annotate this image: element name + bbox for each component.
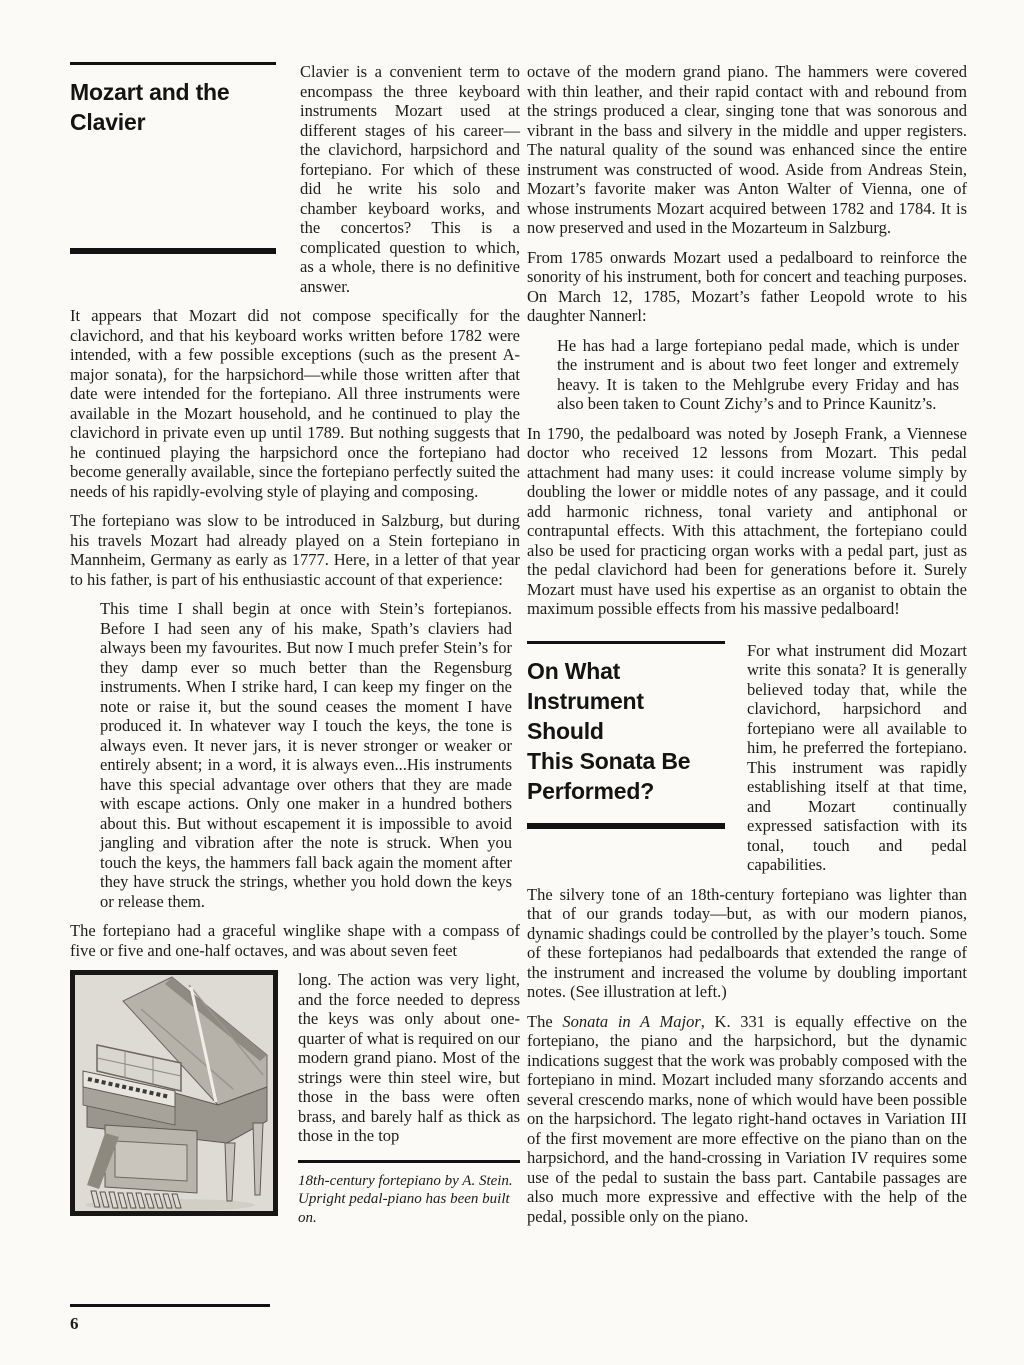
body-paragraph [527,1012,967,1227]
body-paragraph: The silvery tone of an 18th-century fortepiano was lighter than that of our grands today—but, as with our modern pianos, dynamic shadings could be controlled by the player’s touch. Some of these fortepianos had pedalboards that extended the range of the instrument and increased the volume by doubling important notes. (See illustration at left.) [527,884,967,1001]
body-paragraph: In 1790, the pedalboard was noted by Joseph Frank, a Viennese doctor who received 12 lessons from Mozart. This pedal attachment had many uses: it could increase volume simply by doubling the lower or middle notes of any passage, and it could add harmonic richness, tonal variety and antiphonal or contrapuntal effects. With this attachment, the fortepiano could also be used for practicing organ works with a pedal part, just as the pedal clavichord had been for generations before it. Surely Mozart must have used his expertise as an organist to obtain the maximum possible effects from his massive pedalboard! [527,423,967,618]
section-title-line: Instrument Should [527,687,644,744]
heading-rule-thin [70,62,276,65]
work-title-italic: Sonata in A Major [562,1011,701,1031]
heading-rule-thick [527,823,725,829]
section-title [527,656,725,806]
section-title [70,77,276,137]
intro-paragraph: For what instrument did Mozart write this sonata? It is generally believed today that, while the clavichord, harpsichord and fortepiano were all available to him, he preferred the fortepiano. This instrument was rapidly establishing itself at that time, and Mozart continually expressed satisfaction with its tonal, touch and pedal capabilities. [747,640,967,874]
page-footer [70,1304,270,1334]
section-heading-on-what-instrument [527,641,725,855]
section-title-line: Performed? [527,777,655,804]
intro-paragraph: Clavier is a convenient term to encompass the three keyboard instruments Mozart used at different stages of his career—the clavichord, harpsichord and fortepiano. For which of these did he write his solo and chamber keyboard works, and the concertos? This is a complicated question to which, as a whole, there is no definitive answer. [300,62,520,296]
fortepiano-photo [70,970,278,1216]
section-title-line: Mozart and the [70,79,230,105]
section-title-line: Clavier [70,109,146,135]
photo-caption: 18th-century fortepiano by A. Stein. Upright pedal-piano has been built on. [298,1172,513,1226]
right-column [527,62,967,1236]
paragraph-text: The [527,1011,563,1031]
section-title-line: This Sonata Be [527,747,691,774]
footer-rule [70,1304,270,1307]
section-title-line: On What [527,657,621,684]
section-on-what-instrument [527,641,967,875]
body-paragraph: It appears that Mozart did not compose specifically for the clavichord, and that his keyboard works written before 1782 were intended, with a few possible exceptions (such as the present A-major sonata), for the harpsichord—while those written after that date were intended for the fortepiano. All three instruments were available in the Mozart household, and he continued to play the clavichord in private even up until 1789. But nothing suggests that he continued playing the harpsichord once the fortepiano had become generally available, since the fortepiano perfectly suited the needs of his rapidly-evolving style of playing and composing. [70,306,520,501]
body-paragraph: The fortepiano had a graceful winglike shape with a compass of five or five and one-half octaves, and was about seven feet [70,921,520,960]
quote-mozart-letter-stein: This time I shall begin at once with Stein’s fortepianos. Before I had seen any of his make, Spath’s claviers had always been my favourites. But now I much prefer Stein’s for they damp ever so much better than the Regensburg instruments. When I strike hard, I can keep my finger on the note or raise it, but the sound ceases the moment I have produced it. In whatever way I touch the keys, the tone is always even. It never jars, it is never stronger or weaker or entirely absent; in a word, it is always even...His instruments have this special advantage over others that they are made with escape actions. Only one maker in a hundred bothers about this. But without escapement it is impossible to avoid jangling and vibration after the note is struck. When you touch the keys, the hammers fall back again the moment after they have struck the strings, whether you hold down the keys or release them. [100,599,512,911]
paragraph-text: , K. 331 is equally effective on the fortepiano, the piano and the harpsichord, but the dynamic indications suggest that the work was probably composed with the fortepiano in mind. Mozart included many sforzando accents and several crescendo marks, none of which would have been possible on the harpsichord. The legato right-hand octaves in Variation III of the first movement are more effective on the piano than on the harpsichord, and the hand-crossing in Variation IV requires some use of the pedal to sustain the bass part. Cantabile passages are also much more expressive and effective with the help of the pedal, possible only on the piano. [527,1011,967,1226]
heading-rule-thin [527,641,725,644]
quote-leopold-letter: He has had a large fortepiano pedal made, which is under the instrument and is about two feet longer and extremely heavy. It is taken to the Mehlgrube every Friday and has also been taken to Count Zichy’s and to Prince Kaunitz’s. [557,335,959,413]
heading-rule-thick [70,248,276,254]
page-number: 6 [70,1314,79,1333]
section-heading-mozart-and-the-clavier [70,62,276,274]
body-paragraph: The fortepiano was slow to be introduced in Salzburg, but during his travels Mozart had already played on a Stein fortepiano in Mannheim, Germany as early as 1777. Here, in a letter of that year to his father, is part of his enthusiastic account of that experience: [70,511,520,589]
body-paragraph-beside-image: long. The action was very light, and the force needed to depress the keys was only about one-quarter of what is required on our modern grand piano. Most of the strings were thin steel wire, but those in the bass were often brass, and barely half as thick as those in the top [298,970,520,1145]
photo-caption-block [298,1160,520,1228]
caption-rule [298,1160,520,1163]
left-column [70,62,520,1227]
body-paragraph: From 1785 onwards Mozart used a pedalboard to reinforce the sonority of his instrument, both for concert and teaching purposes. On March 12, 1785, Mozart’s father Leopold wrote to his daughter Nannerl: [527,247,967,325]
fortepiano-illustration [75,975,273,1211]
image-and-text-wrap [70,970,520,1227]
body-paragraph: octave of the modern grand piano. The hammers were covered with thin leather, and their rapid contact with and rebound from the strings produced a clear, singing tone that was sonorous and vibrant in the bass and silvery in the middle and upper registers. The natural quality of the sound was enhanced since the entire instrument was constructed of wood. Aside from Andreas Stein, Mozart’s favorite maker was Anton Walter of Vienna, one of whose instruments Mozart acquired between 1782 and 1784. It is now preserved and used in the Mozarteum in Salzburg. [527,62,967,237]
